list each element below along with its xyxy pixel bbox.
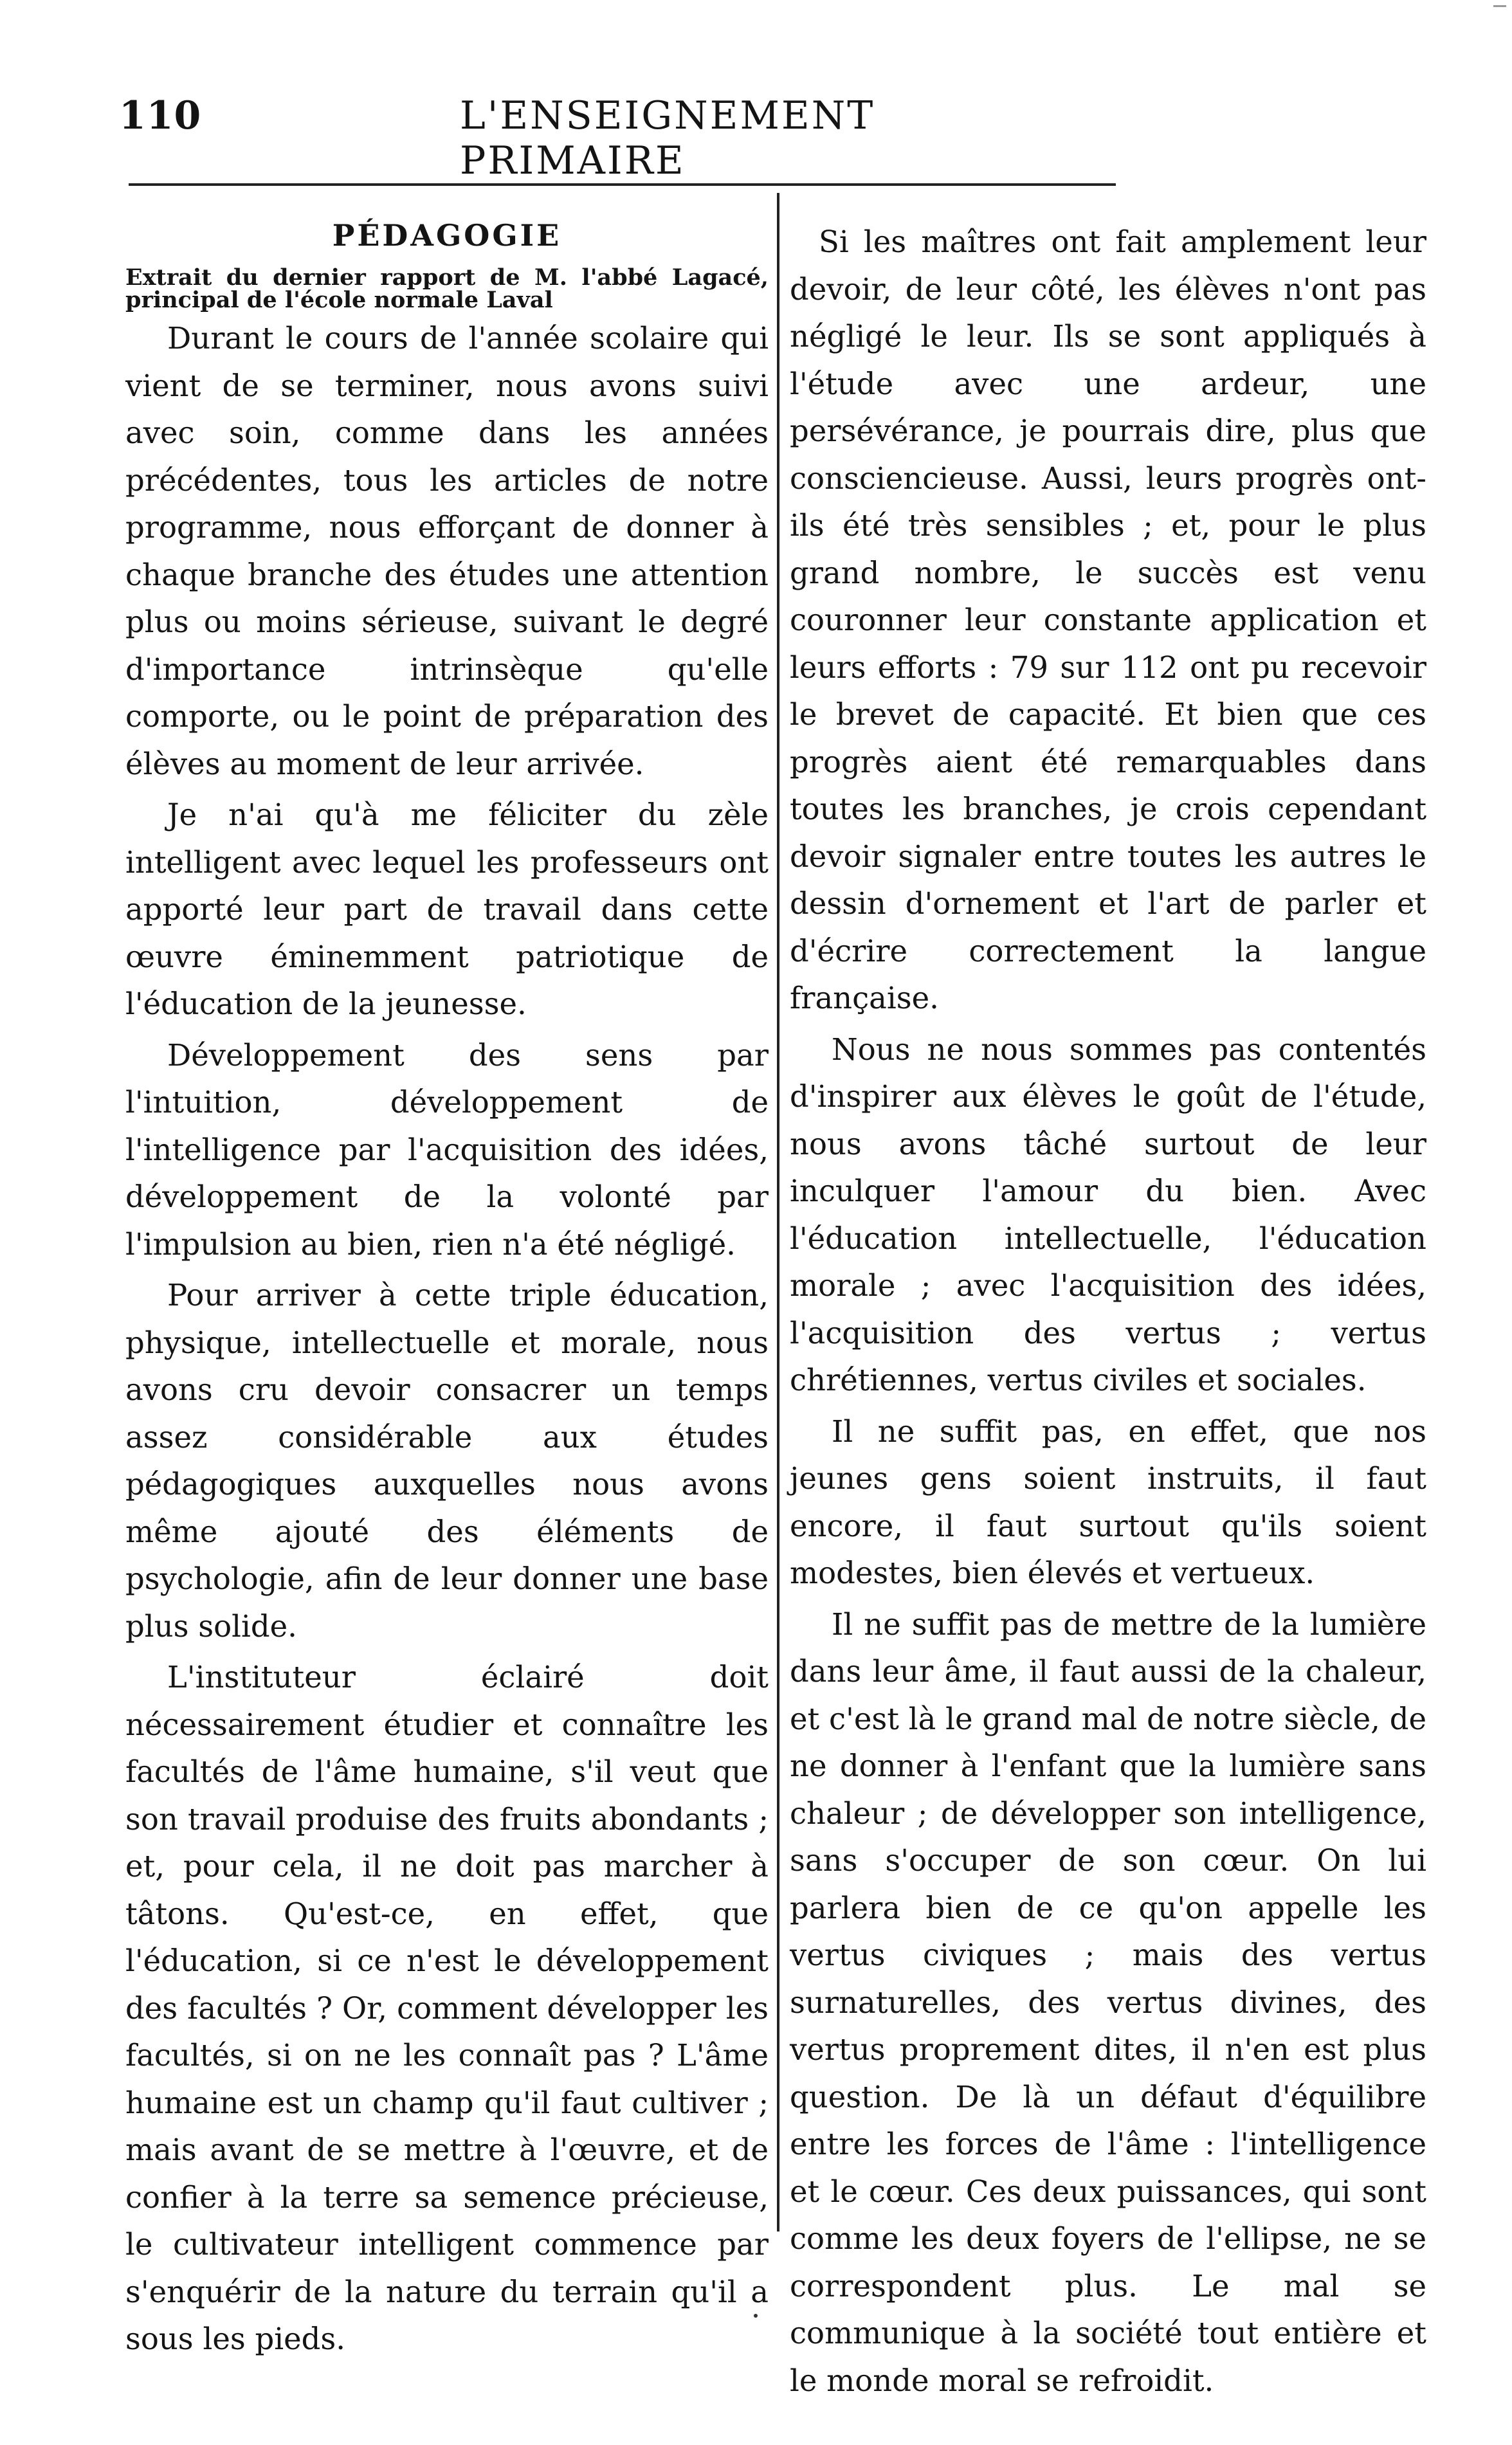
left-column [125,219,769,2367]
article-subtitle: Extrait du dernier rapport de M. l'abbé Lagacé, principal de l'école normale Laval [125,264,769,313]
scan-mark [1493,5,1506,7]
section-title: PÉDAGOGIE [332,218,562,253]
paragraph: Il ne suffit pas, en effet, que nos jeunes gens soient instruits, il faut encore, il faut surtout qu'ils soient modestes, bien élevés et vertueux. [790,1413,1426,1590]
print-speck [754,2314,758,2318]
paragraph: Nous ne nous sommes pas contentés d'inspirer aux élèves le goût de l'étude, nous avons tâché surtout de leur inculquer l'amour du bien. Avec l'éducation intellectuelle, l'éducation morale ; avec l'acquisition des idées, l'acquisition des vertus ; vertus chrétiennes, vertus civiles et sociales. [790,1032,1426,1397]
column-divider [777,193,779,2231]
page-header [119,93,1103,183]
paragraph: Si les maîtres ont fait amplement leur devoir, de leur côté, les élèves n'ont pas négligé le leur. Ils se sont appliqués à l'étude avec une ardeur, une persévérance, je pourrais dire, plus que consciencieuse. Aussi, leurs progrès ont-ils été très sensibles ; et, pour le plus grand nombre, le succès est venu couronner leur constante application et leurs efforts : 79 sur 112 ont pu recevoir le brevet de capacité. Et bien que ces progrès aient été remarquables dans toutes les branches, je crois cependant devoir signaler entre toutes les autres le dessin d'ornement et l'art de parler et d'écrire correctement la langue française. [790,224,1426,1015]
paragraph: Pour arriver à cette triple éducation, physique, intellectuelle et morale, nous avons cru devoir consacrer un temps assez considérable aux études pédagogiques auxquelles nous avons même ajouté des éléments de psychologie, afin de leur donner une base plus solide. [125,1278,769,1644]
running-title: L'ENSEIGNEMENT PRIMAIRE [460,93,875,183]
paragraph: Durant le cours de l'année scolaire qui vient de se terminer, nous avons suivi avec soin, comme dans les années précédentes, tous les articles de notre programme, nous efforçant de donner à chaque branche des études une attention plus ou moins sérieuse, suivant le degré d'importance intrinsèque qu'elle comporte, ou le point de préparation des élèves au moment de leur arrivée. [125,321,769,781]
header-rule [129,183,1116,186]
paragraph: Je n'ai qu'à me féliciter du zèle intelligent avec lequel les professeurs ont apporté leur part de travail dans cette œuvre éminemment patriotique de l'éducation de la jeunesse. [125,797,769,1021]
right-column [790,219,1426,2408]
page-number: 110 [119,93,202,138]
paragraph: Développement des sens par l'intuition, développement de l'intelligence par l'acquisition des idées, développement de la volonté par l'impulsion au bien, rien n'a été négligé. [125,1037,769,1262]
paragraph: Il ne suffit pas de mettre de la lumière dans leur âme, il faut aussi de la chaleur, et c'est là le grand mal de notre siècle, de ne donner à l'enfant que la lumière sans chaleur ; de développer son intelligence, sans s'occuper de son cœur. On lui parlera bien de ce qu'on appelle les vertus civiques ; mais des vertus surnaturelles, des vertus divines, des vertus proprement dites, il n'en est plus question. De là un défaut d'équilibre entre les forces de l'âme : l'intelligence et le cœur. Ces deux puissances, qui sont comme les deux foyers de l'ellipse, ne se correspondent plus. Le mal se communique à la société tout entière et le monde moral se refroidit. [790,1606,1426,2398]
paragraph: L'instituteur éclairé doit nécessairement étudier et connaître les facultés de l'âme humaine, s'il veut que son travail produise des fruits abondants ; et, pour cela, il ne doit pas marcher à tâtons. Qu'est-ce, en effet, que l'éducation, si ce n'est le développement des facultés ? Or, comment développer les facultés, si on ne les connaît pas ? L'âme humaine est un champ qu'il faut cultiver ; mais avant de se mettre à l'œuvre, et de confier à la terre sa semence précieuse, le cultivateur intelligent commence par s'enquérir de la nature du terrain qu'il a sous les pieds. [125,1660,769,2356]
